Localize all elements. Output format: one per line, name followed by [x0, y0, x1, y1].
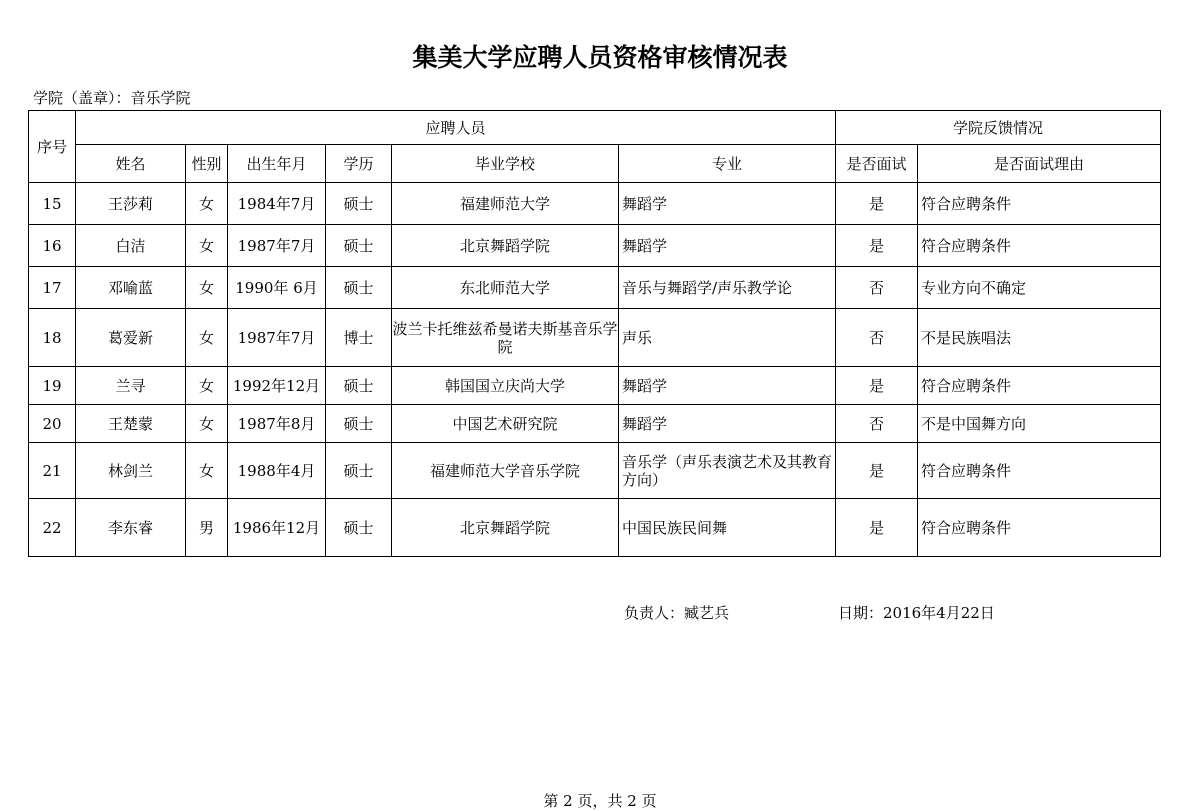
column-header-gender: 性别 [186, 145, 228, 183]
gender-cell: 女 [186, 405, 228, 443]
birth-cell: 1987年7月 [228, 309, 326, 367]
gender-cell: 男 [186, 499, 228, 557]
college-stamp-line: 学院（盖章）：音乐学院 [33, 89, 191, 107]
column-header-degree: 学历 [326, 145, 392, 183]
seq-cell: 20 [29, 405, 76, 443]
major-cell: 音乐与舞蹈学/声乐教学论 [619, 267, 836, 309]
interview-cell: 否 [836, 405, 918, 443]
school-cell: 福建师范大学 [392, 183, 619, 225]
name-cell: 白洁 [76, 225, 186, 267]
gender-cell: 女 [186, 225, 228, 267]
reason-cell: 不是中国舞方向 [918, 405, 1161, 443]
name-cell: 邓喻蓝 [76, 267, 186, 309]
table-row [29, 405, 1161, 443]
gender-cell: 女 [186, 267, 228, 309]
seq-cell: 22 [29, 499, 76, 557]
birth-cell: 1992年12月 [228, 367, 326, 405]
birth-cell: 1988年4月 [228, 443, 326, 499]
gender-cell: 女 [186, 183, 228, 225]
degree-cell: 博士 [326, 309, 392, 367]
school-cell: 韩国国立庆尚大学 [392, 367, 619, 405]
birth-cell: 1987年8月 [228, 405, 326, 443]
page-title: 集美大学应聘人员资格审核情况表 [412, 43, 788, 72]
major-cell: 舞蹈学 [619, 225, 836, 267]
birth-cell: 1986年12月 [228, 499, 326, 557]
seq-cell: 18 [29, 309, 76, 367]
name-cell: 王楚蒙 [76, 405, 186, 443]
interview-cell: 否 [836, 267, 918, 309]
seq-cell: 15 [29, 183, 76, 225]
responsible-person: 负责人：臧艺兵 [624, 604, 730, 622]
seq-cell: 16 [29, 225, 76, 267]
degree-cell: 硕士 [326, 183, 392, 225]
degree-cell: 硕士 [326, 499, 392, 557]
qualification-table [28, 110, 1161, 557]
reason-cell: 符合应聘条件 [918, 499, 1161, 557]
table-row [29, 267, 1161, 309]
school-cell: 北京舞蹈学院 [392, 499, 619, 557]
school-cell: 东北师范大学 [392, 267, 619, 309]
sign-date: 日期：2016年4月22日 [838, 604, 995, 622]
school-cell: 北京舞蹈学院 [392, 225, 619, 267]
table-row [29, 183, 1161, 225]
seq-cell: 17 [29, 267, 76, 309]
header-applicants: 应聘人员 [76, 111, 836, 145]
degree-cell: 硕士 [326, 225, 392, 267]
column-header-reason: 是否面试理由 [918, 145, 1161, 183]
major-cell: 中国民族民间舞 [619, 499, 836, 557]
gender-cell: 女 [186, 443, 228, 499]
reason-cell: 专业方向不确定 [918, 267, 1161, 309]
interview-cell: 否 [836, 309, 918, 367]
table-row [29, 309, 1161, 367]
major-cell: 舞蹈学 [619, 405, 836, 443]
name-cell: 李东睿 [76, 499, 186, 557]
interview-cell: 是 [836, 225, 918, 267]
interview-cell: 是 [836, 499, 918, 557]
column-header-interview: 是否面试 [836, 145, 918, 183]
table-row [29, 225, 1161, 267]
table-row [29, 499, 1161, 557]
gender-cell: 女 [186, 309, 228, 367]
degree-cell: 硕士 [326, 405, 392, 443]
column-header-name: 姓名 [76, 145, 186, 183]
reason-cell: 符合应聘条件 [918, 443, 1161, 499]
header-seq: 序号 [29, 111, 76, 183]
reason-cell: 不是民族唱法 [918, 309, 1161, 367]
degree-cell: 硕士 [326, 443, 392, 499]
column-header-major: 专业 [619, 145, 836, 183]
birth-cell: 1984年7月 [228, 183, 326, 225]
column-header-birth: 出生年月 [228, 145, 326, 183]
table-row [29, 367, 1161, 405]
interview-cell: 是 [836, 183, 918, 225]
school-cell: 中国艺术研究院 [392, 405, 619, 443]
interview-cell: 是 [836, 443, 918, 499]
name-cell: 葛爱新 [76, 309, 186, 367]
school-cell: 福建师范大学音乐学院 [392, 443, 619, 499]
seq-cell: 19 [29, 367, 76, 405]
name-cell: 林剑兰 [76, 443, 186, 499]
major-cell: 舞蹈学 [619, 367, 836, 405]
degree-cell: 硕士 [326, 267, 392, 309]
seq-cell: 21 [29, 443, 76, 499]
school-cell: 波兰卡托维兹希曼诺夫斯基音乐学院 [392, 309, 619, 367]
reason-cell: 符合应聘条件 [918, 225, 1161, 267]
birth-cell: 1987年7月 [228, 225, 326, 267]
interview-cell: 是 [836, 367, 918, 405]
header-feedback: 学院反馈情况 [836, 111, 1161, 145]
gender-cell: 女 [186, 367, 228, 405]
major-cell: 音乐学（声乐表演艺术及其教育方向） [619, 443, 836, 499]
degree-cell: 硕士 [326, 367, 392, 405]
reason-cell: 符合应聘条件 [918, 183, 1161, 225]
table-row [29, 443, 1161, 499]
birth-cell: 1990年 6月 [228, 267, 326, 309]
name-cell: 王莎莉 [76, 183, 186, 225]
page-number: 第 2 页，共 2 页 [543, 792, 657, 810]
name-cell: 兰寻 [76, 367, 186, 405]
column-header-school: 毕业学校 [392, 145, 619, 183]
major-cell: 声乐 [619, 309, 836, 367]
major-cell: 舞蹈学 [619, 183, 836, 225]
reason-cell: 符合应聘条件 [918, 367, 1161, 405]
